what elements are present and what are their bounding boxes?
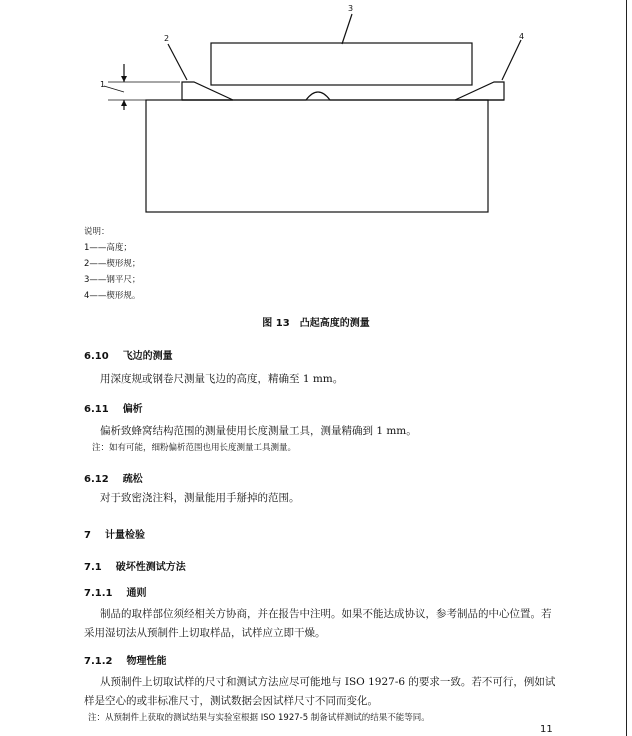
heading-6-12	[84, 470, 143, 485]
legend-title: 说明：	[84, 227, 110, 237]
leader-3	[342, 14, 352, 44]
paragraph-7-1-2-line1: 从预制件上切取试样的尺寸和测试方法应尽可能地与 ISO 1927-6 的要求一致。若不可行，例如试	[100, 676, 556, 688]
note-7-1-2: 注：从预制件上获取的测试结果与实验室根据 ISO 1927-5 制备试样测试的结果不能等同。	[88, 713, 430, 723]
section-number: 6.11	[84, 404, 109, 415]
page-number: 11	[540, 724, 553, 735]
section-number: 7	[84, 530, 91, 541]
paragraph-7-1-1-line1: 制品的取样部位须经相关方协商，并在报告中注明。如果不能达成协议，参考制品的中心位置。若	[100, 608, 552, 620]
paragraph-6-10: 用深度规或钢卷尺测量飞边的高度，精确至 1 mm。	[100, 373, 344, 385]
section-number: 7.1.1	[84, 588, 113, 599]
paragraph-6-12: 对于致密浇注料，测量能用手掰掉的范围。	[100, 492, 300, 504]
leader-2	[168, 44, 187, 80]
section-title: 计量检验	[104, 530, 145, 541]
callout-1: 1	[100, 80, 106, 89]
heading-7	[84, 526, 145, 541]
section-title: 偏析	[122, 404, 143, 415]
section-number: 7.1	[84, 562, 102, 573]
legend-item: 4——楔形规。	[84, 291, 141, 301]
section-title: 物理性能	[126, 656, 167, 667]
paragraph-6-11: 偏析致蜂窝结构范围的测量使用长度测量工具，测量精确到 1 mm。	[100, 425, 417, 437]
figure-caption: 图 13 凸起高度的测量	[262, 318, 370, 329]
heading-7-1-2	[84, 652, 166, 667]
heading-7-1-1	[84, 584, 146, 599]
note-6-11: 注：如有可能，细粉偏析范围也用长度测量工具测量。	[92, 443, 297, 453]
section-number: 6.10	[84, 351, 109, 362]
figure-legend	[84, 224, 140, 304]
callout-4: 4	[519, 32, 525, 41]
section-number: 7.1.2	[84, 656, 113, 667]
leader-1	[104, 86, 124, 92]
callout-2: 2	[164, 34, 170, 43]
section-number: 6.12	[84, 474, 109, 485]
figure-13	[0, 0, 632, 220]
arrowhead-top	[121, 76, 127, 82]
steel-straightedge	[211, 43, 472, 85]
measurement-diagram	[0, 0, 632, 220]
legend-item: 2——楔形规；	[84, 259, 141, 269]
section-title: 飞边的测量	[122, 351, 173, 362]
legend-item: 1——高度；	[84, 243, 132, 253]
base-block	[146, 100, 488, 212]
paragraph-7-1-1-line2: 采用湿切法从预制件上切取样品，试样应立即干燥。	[84, 627, 326, 639]
section-title: 疏松	[122, 474, 143, 485]
callout-3: 3	[348, 4, 354, 13]
heading-6-10	[84, 347, 173, 362]
heading-6-11	[84, 400, 143, 415]
leader-4	[502, 40, 521, 80]
section-title: 破坏性测试方法	[115, 562, 186, 573]
legend-item: 3——钢平尺；	[84, 275, 141, 285]
arrowhead-bottom	[121, 100, 127, 106]
heading-7-1	[84, 558, 186, 573]
section-title: 通则	[126, 588, 147, 599]
paragraph-7-1-2-line2: 样是空心的或非标准尺寸，测试数据会因试样尺寸不同而变化。	[84, 695, 378, 707]
